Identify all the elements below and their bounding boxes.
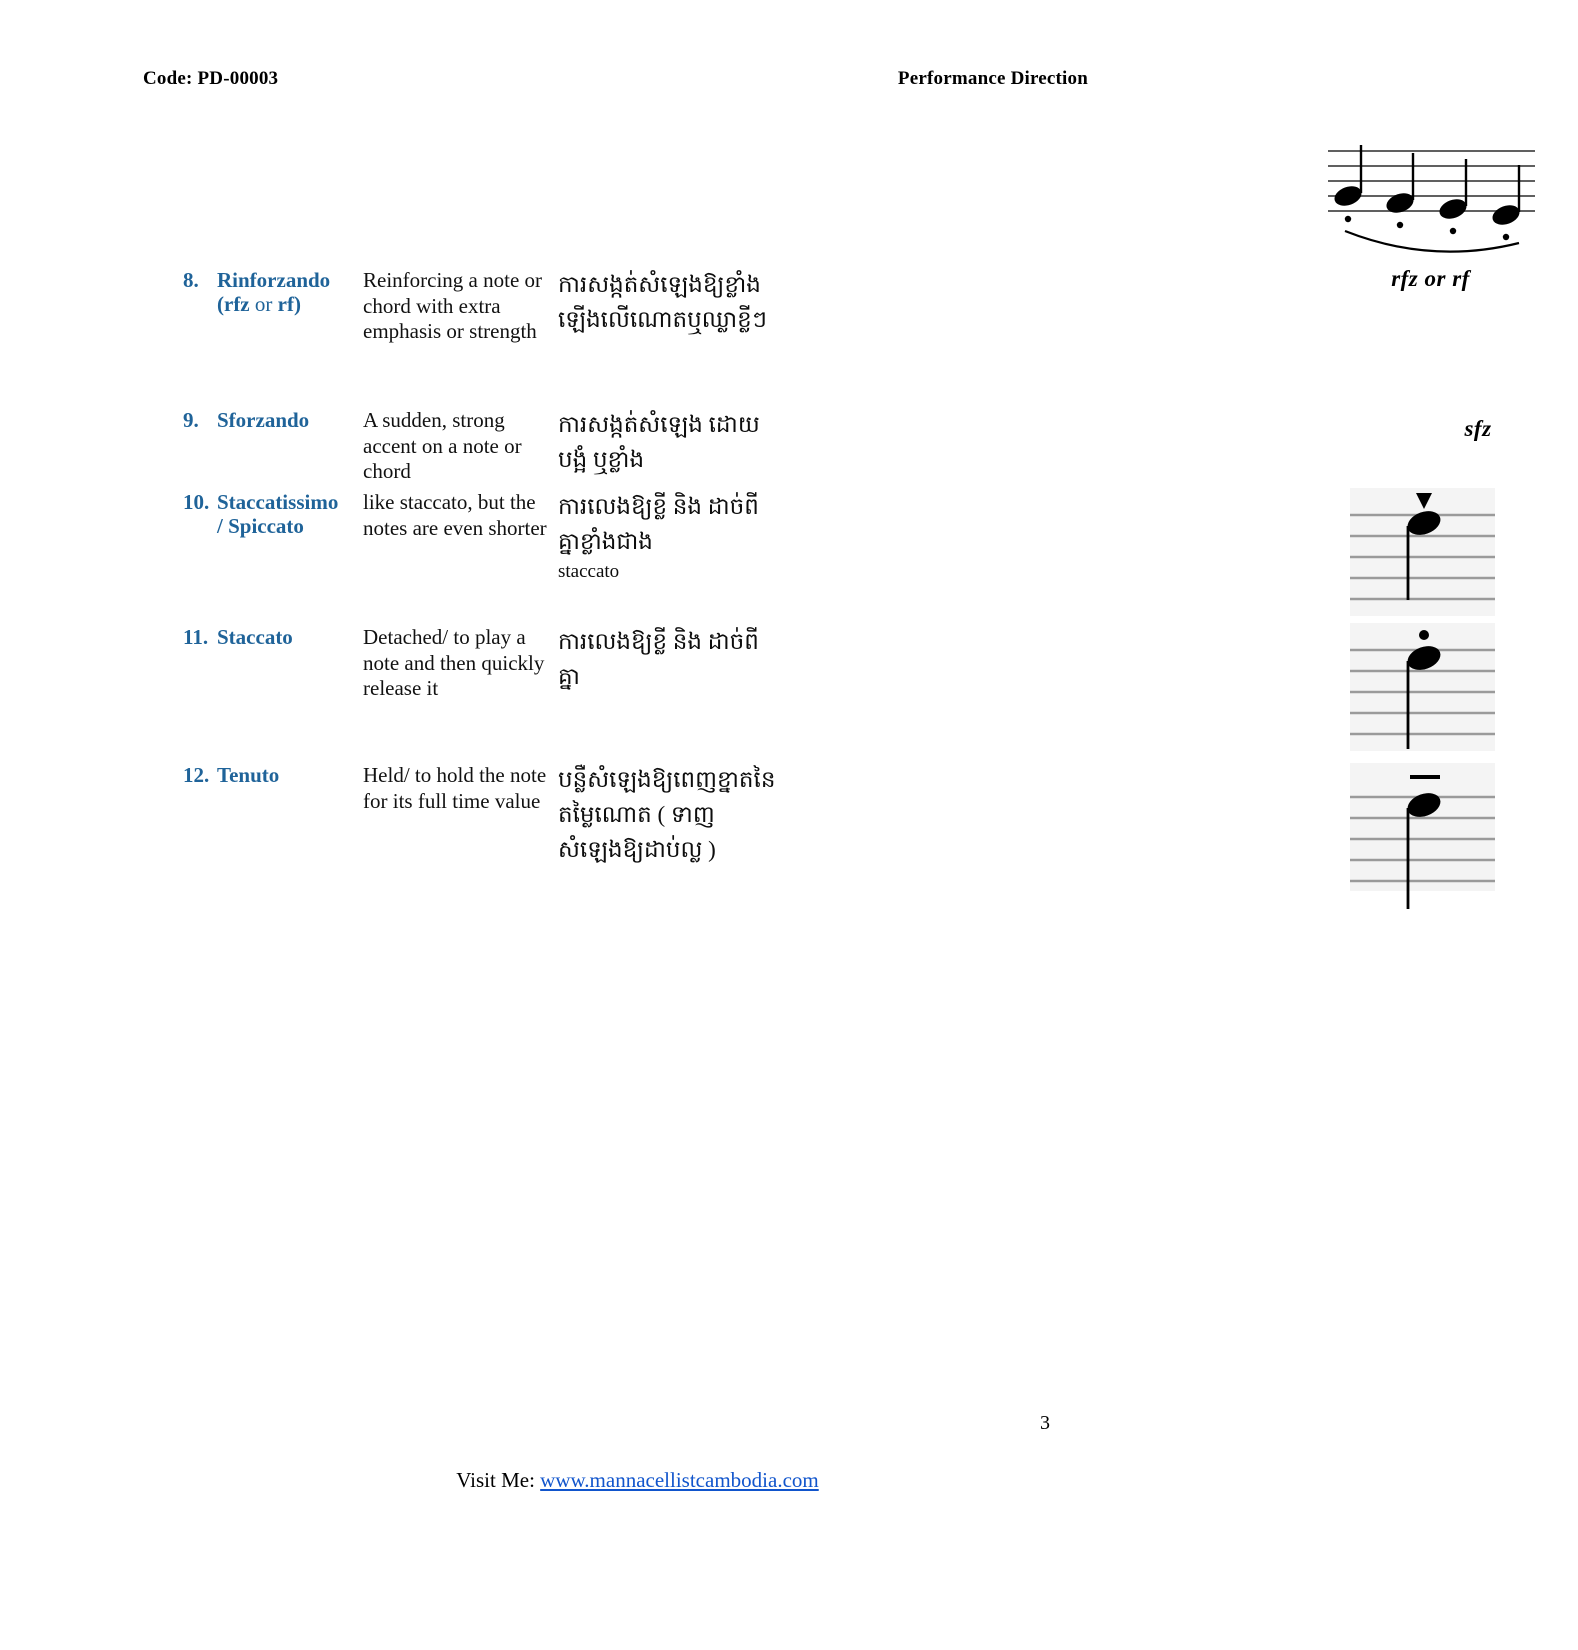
symbol-cell (778, 763, 1143, 773)
note-head-4 (1490, 165, 1522, 240)
term-index: 8. (183, 268, 199, 292)
staff-background (1350, 488, 1495, 616)
symbol-label-rfz: rfz or rf (1391, 266, 1470, 291)
footer-visit-label: Visit Me: (456, 1468, 541, 1492)
staccato-dot-icon (1419, 630, 1429, 640)
symbol-label-sfz: sfz (1464, 416, 1492, 441)
table-row (143, 763, 1143, 868)
notation-figure-tenuto (1350, 763, 1495, 891)
term-name: Sforzando (217, 408, 310, 432)
definition-cell: Reinforcing a note or chord with extra emphasis or strength (363, 268, 543, 344)
term-index: 11. (183, 625, 209, 649)
staccatissimo-wedge-icon (1416, 493, 1432, 509)
abbrev-close: rf) (277, 292, 301, 317)
definition-cell: Held/ to hold the note for its full time value (363, 763, 547, 813)
symbol-cell (778, 266, 1470, 291)
term-index: 10. (183, 490, 210, 514)
footer-website-link[interactable]: www.mannacellistcambodia.com (540, 1468, 819, 1492)
table-row (143, 490, 1143, 585)
term-index: 9. (183, 408, 199, 432)
abbrev-or: or (249, 292, 278, 317)
slur-icon (1345, 231, 1519, 252)
notation-figure-staccatissimo (1350, 488, 1495, 616)
tenuto-bar-icon (1410, 775, 1440, 779)
definition-cell: Detached/ to play a note and then quickly release it (363, 625, 545, 701)
khmer-cell (548, 490, 778, 585)
table-row (143, 625, 1143, 702)
term-name: Tenuto (217, 763, 280, 787)
table-row (143, 408, 1492, 485)
staff-background (1350, 623, 1495, 751)
table-row (143, 266, 1470, 345)
staff-background (1350, 763, 1495, 891)
khmer-cell: ការសង្កត់សំឡេង ដោយបង្អំ ឬខ្លាំង (558, 412, 760, 472)
note-head (1404, 507, 1443, 539)
definition-cell: A sudden, strong accent on a note or chord (363, 408, 522, 484)
staccato-icon (1350, 623, 1495, 751)
staff-slur-staccato-icon (1323, 143, 1538, 253)
term-cell-tenuto (143, 763, 363, 787)
term-cell-staccatissimo (143, 490, 363, 539)
khmer-text: ការលេងឱ្យខ្លី និង ដាច់ពីគ្នាខ្លាំងជាង (558, 494, 759, 554)
page-header (143, 68, 1088, 90)
khmer-cell: ការសង្កត់សំឡេងឱ្យខ្លាំងឡើងលើណោតឬឈ្លាខ្លីៗ (558, 272, 767, 332)
term-name: Staccato (217, 625, 293, 649)
term-cell-staccato (143, 625, 363, 649)
term-name: Staccatissimo (217, 490, 339, 514)
khmer-cell: ការលេងឱ្យខ្លី និង ដាច់ពីគ្នា (558, 629, 759, 689)
performance-direction-table (143, 140, 1492, 940)
document-title: Performance Direction (897, 68, 1088, 89)
abbrev-open: (rfz (217, 292, 250, 317)
term-abbreviation (183, 292, 363, 316)
note-head (1404, 789, 1443, 821)
staccatissimo-icon (1350, 488, 1495, 616)
khmer-latin-term: staccato (558, 560, 620, 582)
symbol-cell (778, 490, 1143, 500)
term-cell-rinforzando (143, 268, 363, 317)
note-head (1404, 642, 1443, 674)
notation-figure-staccato (1350, 623, 1495, 751)
note-head-2 (1384, 153, 1416, 228)
symbol-cell (778, 408, 1492, 441)
khmer-cell: បន្លឺសំឡេងឱ្យពេញខ្នាតនៃតម្លៃណោត ( ទាញសំឡេងឱ្យដាប់ល្ល ) (558, 767, 776, 862)
notation-figure-rinforzando (1323, 143, 1538, 292)
term-index: 12. (183, 763, 210, 787)
symbol-cell (778, 625, 1143, 635)
document-code: Code: PD-00003 (143, 68, 279, 89)
term-cell-sforzando (143, 408, 363, 432)
term-name-line2: / Spiccato (217, 514, 304, 539)
definition-cell: like staccato, but the notes are even shorter (363, 490, 547, 540)
term-name: Rinforzando (217, 268, 331, 292)
page-footer (0, 1468, 1275, 1493)
page-number: 3 (1040, 1412, 1050, 1434)
tenuto-icon (1350, 763, 1495, 911)
